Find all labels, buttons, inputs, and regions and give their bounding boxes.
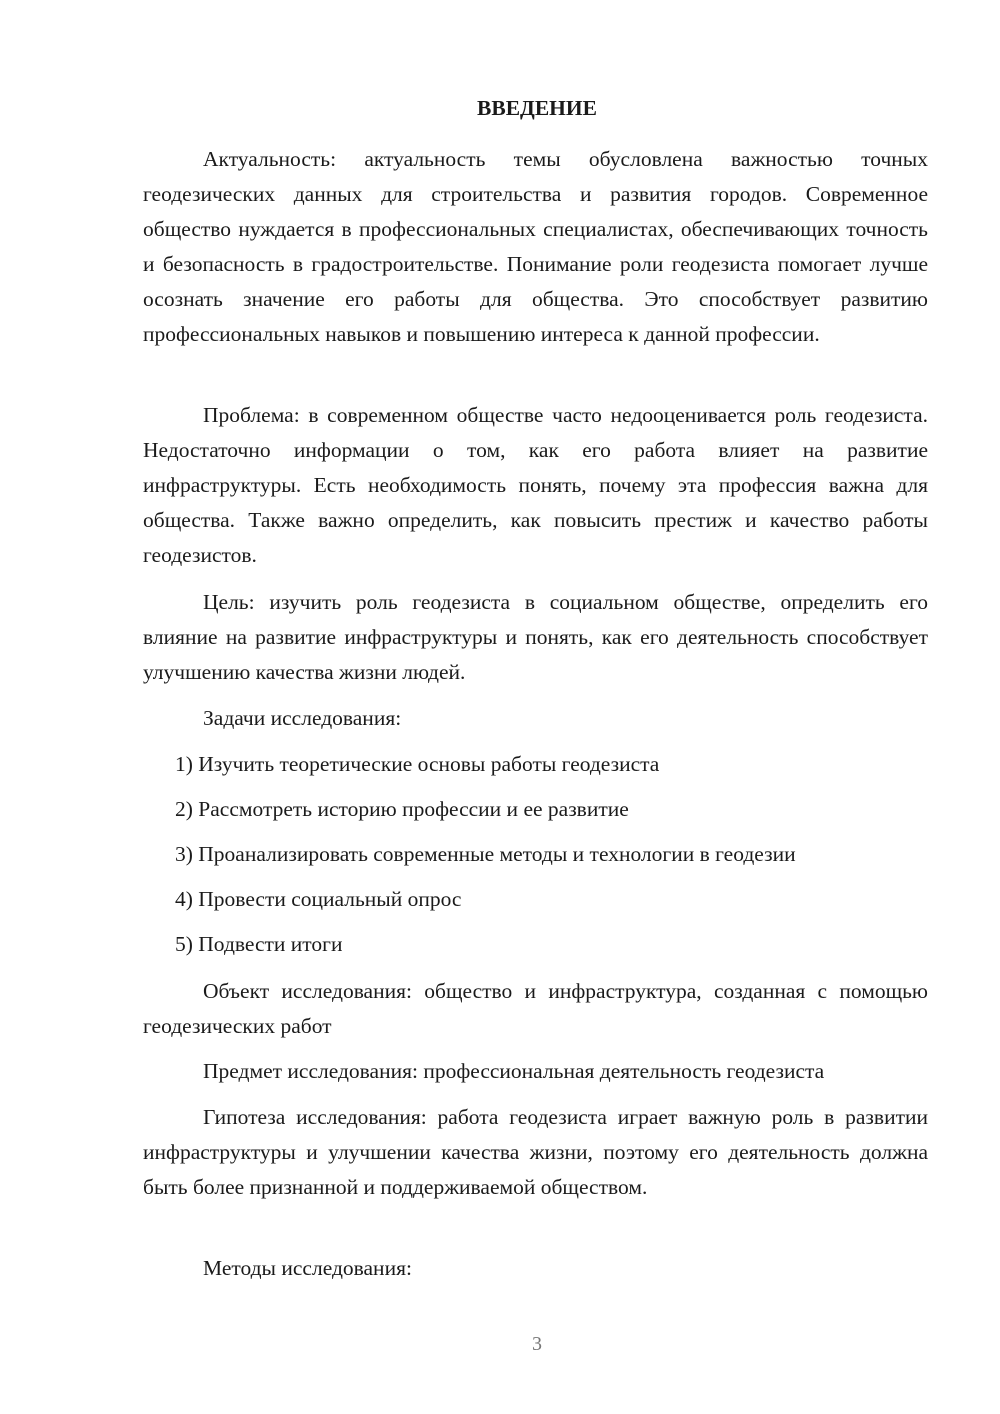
paragraph-relevance: Актуальность: актуальность темы обусловлена важностью точных геодезических данных для строительства и развития городов. Современное общество нуждается в профессиональных специалистах, обеспечивающих точность и безопасность в градостроительстве. Понимание роли геодезиста помогает лучше осознать значение его работы для общества. Это способствует развитию профессиональных навыков и повышению интереса к данной профессии.: [143, 147, 928, 346]
paragraph-problem: Проблема: в современном обществе часто недооценивается роль геодезиста. Недостаточно информации о том, как его работа влияет на развитие инфраструктуры. Есть необходимость понять, почему эта профессия важна для общества. Также важно определить, как повысить престиж и качество работы геодезистов.: [143, 403, 928, 567]
paragraph-goal: Цель: изучить роль геодезиста в социальном обществе, определить его влияние на развитие инфраструктуры и понять, как его деятельность способствует улучшению качества жизни людей.: [143, 590, 928, 684]
tasks-heading: Задачи исследования:: [203, 706, 402, 730]
task-item: 3) Проанализировать современные методы и технологии в геодезии: [175, 842, 796, 866]
paragraph-object: Объект исследования: общество и инфраструктура, созданная с помощью геодезических работ: [143, 979, 928, 1038]
paragraph-subject: Предмет исследования: профессиональная деятельность геодезиста: [203, 1059, 825, 1083]
task-item: 2) Рассмотреть историю профессии и ее развитие: [175, 797, 629, 821]
methods-heading: Методы исследования:: [203, 1256, 412, 1280]
task-item: 1) Изучить теоретические основы работы геодезиста: [175, 752, 660, 776]
page-number: 3: [532, 1333, 542, 1355]
section-title: ВВЕДЕНИЕ: [477, 96, 597, 120]
paragraph-hypothesis: Гипотеза исследования: работа геодезиста играет важную роль в развитии инфраструктуры и улучшении качества жизни, поэтому его деятельность должна быть более признанной и поддерживаемой обществом.: [143, 1105, 928, 1199]
task-item: 4) Провести социальный опрос: [175, 887, 462, 911]
task-item: 5) Подвести итоги: [175, 932, 343, 956]
